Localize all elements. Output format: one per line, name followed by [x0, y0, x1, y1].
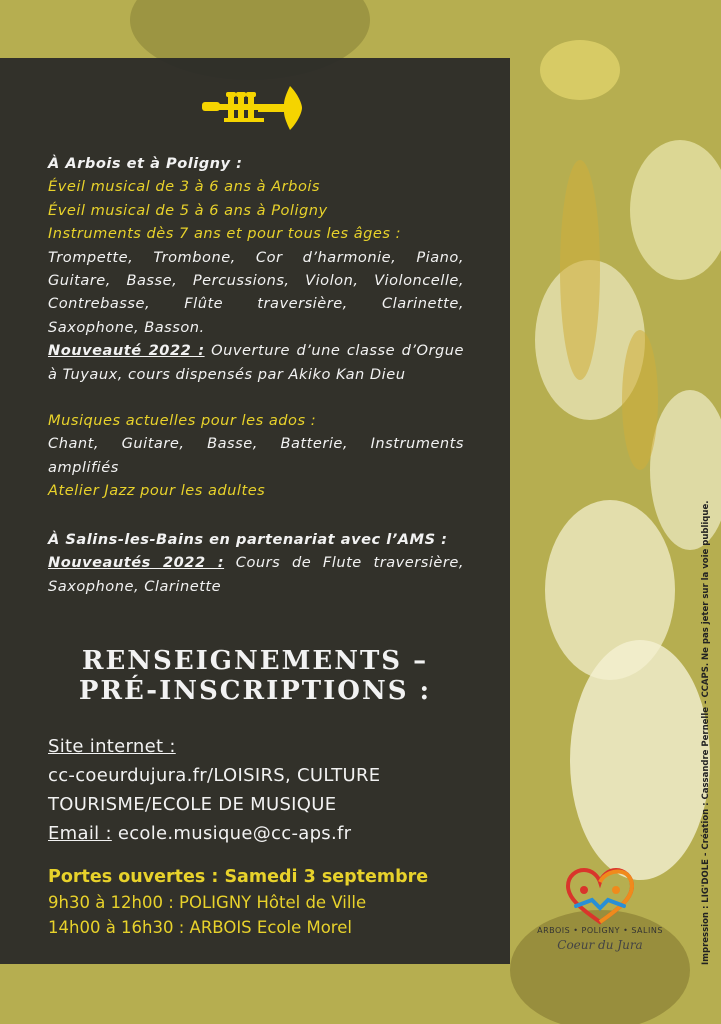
eveil-arbois: Éveil musical de 3 à 6 ans à Arbois — [48, 178, 321, 196]
arbois-heading: À Arbois et à Poligny : — [48, 155, 243, 172]
site-line2[interactable]: TOURISME/ECOLE DE MUSIQUE — [48, 794, 337, 815]
portes-slot-poligny: 9h30 à 12h00 : POLIGNY Hôtel de Ville — [48, 893, 367, 912]
nouveaute-label: Nouveauté 2022 : — [48, 342, 205, 360]
arbois-section — [48, 152, 464, 386]
renseignements-title — [0, 646, 510, 706]
nouveaute-text: Ouverture d’une classe d’Orgue à Tuyaux, cours dispensés par Akiko Kan Dieu — [48, 342, 464, 383]
site-label: Site internet : — [48, 736, 176, 757]
jazz-atelier: Atelier Jazz pour les adultes — [48, 482, 266, 500]
site-line1[interactable]: cc-coeurdujura.fr/LOISIRS, CULTURE — [48, 765, 381, 786]
instruments-list: Trompette, Trombone, Cor d’harmonie, Piano, Guitare, Basse, Percussions, Violon, Violoncelle, Contrebasse, Flûte traversière, Clarinette, Saxophone, Basson. — [48, 248, 464, 336]
nouveaute-orgue — [48, 339, 464, 386]
logo-towns: ARBOIS • POLIGNY • SALINS — [537, 926, 663, 935]
salins-nouveautes — [48, 551, 464, 598]
salins-nouveautes-label: Nouveautés 2022 : — [48, 554, 225, 572]
trumpet-icon — [198, 82, 318, 134]
logo-name: Coeur du Jura — [557, 938, 643, 952]
actuelles-section — [48, 409, 464, 503]
email-line — [48, 819, 488, 848]
contact-section — [48, 732, 488, 848]
portes-title: Portes ouvertes : Samedi 3 septembre — [48, 867, 429, 887]
renseignements-line1: RENSEIGNEMENTS – — [81, 646, 429, 676]
email-label: Email : — [48, 823, 112, 844]
salins-heading: À Salins-les-Bains en partenariat avec l’AMS : — [48, 531, 448, 548]
eveil-poligny: Éveil musical de 5 à 6 ans à Poligny — [48, 201, 328, 219]
actuelles-list: Chant, Guitare, Basse, Batterie, Instruments amplifiés — [48, 435, 464, 476]
portes-ouvertes — [48, 865, 488, 940]
email-value[interactable]: ecole.musique@cc-aps.fr — [111, 823, 352, 844]
print-credit: Impression : LIG'DOLE - Création : Cassandre Pernelle - CCAPS. Ne pas jeter sur la voie publique. — [701, 500, 711, 965]
portes-slot-arbois: 14h00 à 16h30 : ARBOIS Ecole Morel — [48, 918, 352, 937]
renseignements-line2: PRÉ-INSCRIPTIONS : — [78, 676, 432, 706]
actuelles-heading: Musiques actuelles pour les ados : — [48, 412, 317, 429]
salins-nouveautes-text: Cours de Flute traversière, Saxophone, Clarinette — [48, 554, 465, 595]
salins-section — [48, 528, 464, 598]
instruments-heading: Instruments dès 7 ans et pour tous les âges : — [48, 225, 402, 243]
